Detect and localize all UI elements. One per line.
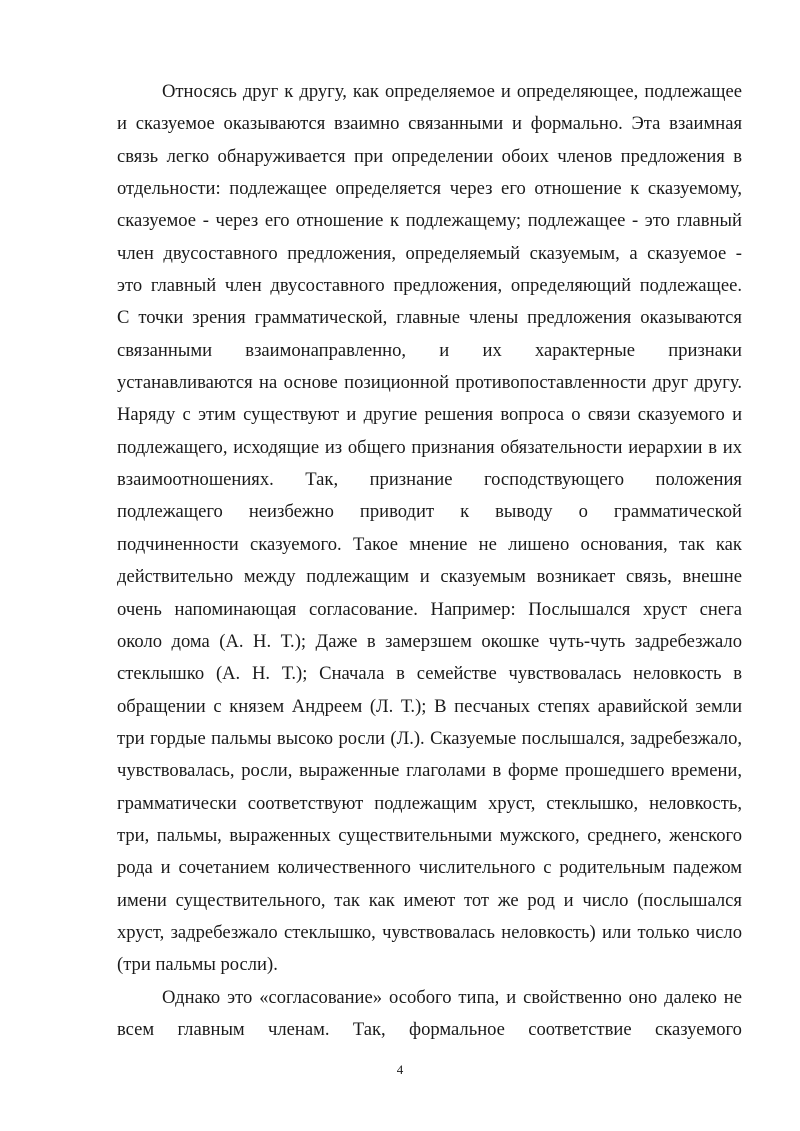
text-line: грамматически соответствуют подлежащим хруст, стеклышко, неловкость, <box>117 792 742 814</box>
text-line: Однако это «согласование» особого типа, и свойственно оно далеко не <box>162 986 743 1008</box>
text-line: три, пальмы, выраженных существительными мужского, среднего, женского <box>117 824 742 846</box>
text-line: имени существительного, так как имеют тот же род и число (послышался <box>117 889 742 911</box>
text-line: (три пальмы росли). <box>117 954 278 976</box>
text-line: подлежащего, исходящие из общего признания обязательности иерархии в их <box>117 436 743 458</box>
body-text <box>117 76 742 1046</box>
text-line: хруст, задребезжало стеклышко, чувствовалась неловкость) или только число <box>117 921 743 943</box>
text-line: член двусоставного предложения, определяемый сказуемым, а сказуемое - <box>117 242 742 264</box>
text-line: С точки зрения грамматической, главные члены предложения оказываются <box>117 307 742 329</box>
text-line: около дома (А. Н. Т.); Даже в замерзшем окошке чуть-чуть задребезжало <box>117 630 743 652</box>
text-line: подлежащего неизбежно приводит к выводу о грамматической <box>117 501 743 523</box>
text-line: всем главным членам. Так, формальное соответствие сказуемого <box>117 1018 742 1040</box>
text-line: очень напоминающая согласование. Например: Послышался хруст снега <box>117 598 742 620</box>
text-line: три гордые пальмы высоко росли (Л.). Сказуемые послышался, задребезжало, <box>117 727 743 749</box>
text-line: сказуемое - через его отношение к подлежащему; подлежащее - это главный <box>117 210 742 232</box>
text-line: обращении с князем Андреем (Л. Т.); В песчаных степях аравийской земли <box>117 695 743 717</box>
text-line: связь легко обнаруживается при определении обоих членов предложения в <box>117 145 743 167</box>
text-line: Наряду с этим существуют и другие решения вопроса о связи сказуемого и <box>117 404 743 426</box>
text-line: это главный член двусоставного предложения, определяющий подлежащее. <box>117 275 742 297</box>
text-line: чувствовалась, росли, выраженные глаголами в форме прошедшего времени, <box>117 760 743 782</box>
text-line: рода и сочетанием количественного числительного с родительным падежом <box>117 857 743 879</box>
text-line: связанными взаимонаправленно, и их характерные признаки <box>117 339 742 361</box>
text-line: отдельности: подлежащее определяется через его отношение к сказуемому, <box>117 178 742 200</box>
text-line: устанавливаются на основе позиционной противопоставленности друг другу. <box>117 372 742 394</box>
text-line: взаимоотношениях. Так, признание господствующего положения <box>117 469 742 491</box>
text-line: и сказуемое оказываются взаимно связанными и формально. Эта взаимная <box>117 113 743 135</box>
text-line: стеклышко (А. Н. Т.); Сначала в семействе чувствовалась неловкость в <box>117 663 743 685</box>
text-line: Относясь друг к другу, как определяемое и определяющее, подлежащее <box>162 81 742 102</box>
text-line: действительно между подлежащим и сказуемым возникает связь, внешне <box>117 566 742 588</box>
page-number: 4 <box>396 1062 404 1077</box>
text-line: подчиненности сказуемого. Такое мнение не лишено основания, так как <box>117 533 742 555</box>
